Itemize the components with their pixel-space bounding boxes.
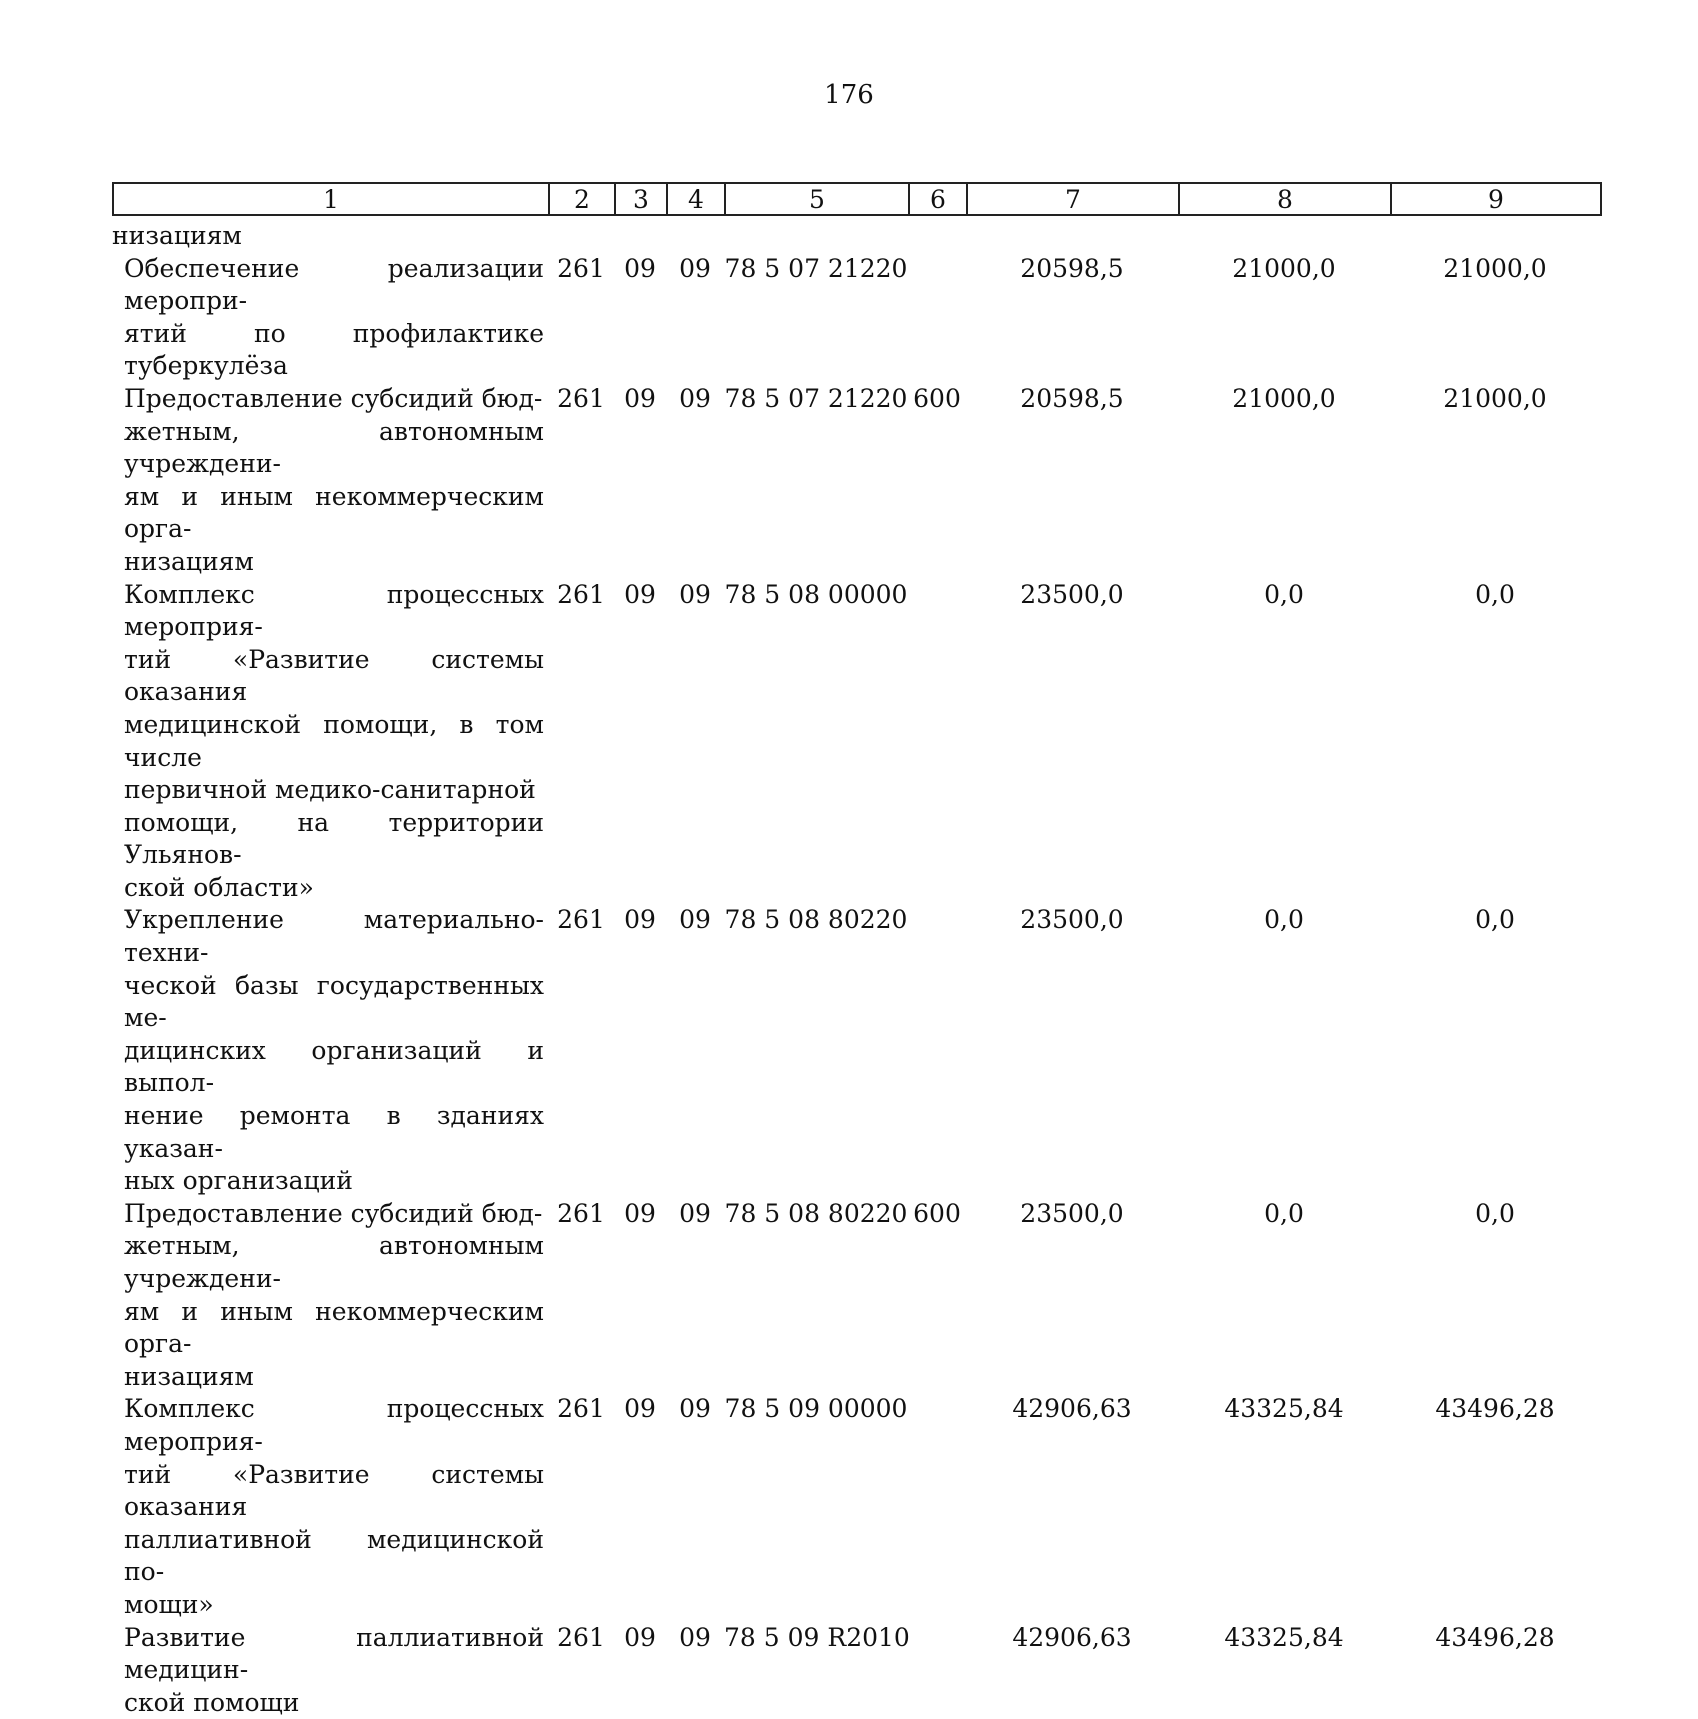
section-code-cell: 09 xyxy=(624,905,656,935)
column-header-5: 5 xyxy=(725,183,909,215)
section-code-cell: 09 xyxy=(624,253,656,283)
item-name-line: ных организаций xyxy=(124,1166,353,1196)
grbs-code-cell: 261 xyxy=(557,383,605,413)
item-name-line: Обеспечение реализации меропри- xyxy=(124,253,544,316)
table-row xyxy=(112,579,1600,905)
item-name-line: паллиативной медицинской по- xyxy=(124,1524,544,1587)
section-code-cell: 09 xyxy=(624,1622,656,1652)
table-row xyxy=(112,220,1600,253)
item-name-line: Развитие паллиативной медицин- xyxy=(124,1622,544,1685)
column-header-4: 4 xyxy=(667,183,725,215)
amount-year1-cell: 23500,0 xyxy=(1020,579,1124,609)
item-name-line: ятий по профилактике туберкулёза xyxy=(124,318,544,381)
item-name-line: жетным, автономным учреждени- xyxy=(124,1231,544,1293)
table-row xyxy=(112,253,1600,383)
item-name-line: тий «Развитие системы оказания xyxy=(124,644,544,707)
target-article-cell: 78 5 08 80220 xyxy=(724,905,908,935)
item-name-cell xyxy=(112,1393,548,1621)
column-header-9: 9 xyxy=(1391,183,1601,215)
expense-type-cell: 600 xyxy=(913,1198,961,1228)
item-name-cell xyxy=(112,383,548,579)
amount-year3-cell: 21000,0 xyxy=(1443,383,1547,413)
page-number: 176 xyxy=(824,80,874,110)
item-name-line: Комплекс процессных мероприя- xyxy=(124,579,544,642)
target-article-cell: 78 5 08 00000 xyxy=(724,579,908,609)
amount-year1-cell: 20598,5 xyxy=(1020,253,1124,283)
subsection-code-cell: 09 xyxy=(679,253,711,283)
amount-year1-cell: 42906,63 xyxy=(1012,1622,1132,1652)
amount-year3-cell: 21000,0 xyxy=(1443,253,1547,283)
item-name-line: Предоставление субсидий бюд- xyxy=(124,1198,543,1228)
subsection-code-cell: 09 xyxy=(679,1622,711,1652)
item-name-line: мощи» xyxy=(124,1589,214,1619)
column-header-table xyxy=(112,182,1602,216)
item-name-line: жетным, автономным учреждени- xyxy=(124,416,544,479)
column-header-8: 8 xyxy=(1179,183,1391,215)
item-name-line: Предоставление субсидий бюд- xyxy=(124,383,543,413)
amount-year3-cell: 43496,28 xyxy=(1435,1394,1555,1424)
grbs-code-cell: 261 xyxy=(557,1622,605,1652)
item-name-line: ческой базы государственных ме- xyxy=(124,970,544,1033)
item-name-cell xyxy=(112,253,548,383)
expense-type-cell: 600 xyxy=(913,383,961,413)
section-code-cell: 09 xyxy=(624,579,656,609)
table-row xyxy=(112,904,1600,1197)
item-name-line: дицинских организаций и выпол- xyxy=(124,1035,544,1098)
subsection-code-cell: 09 xyxy=(679,383,711,413)
amount-year2-cell: 21000,0 xyxy=(1232,253,1336,283)
column-header-2: 2 xyxy=(549,183,615,215)
amount-year1-cell: 23500,0 xyxy=(1020,1198,1124,1228)
target-article-cell: 78 5 09 R2010 xyxy=(724,1622,910,1652)
item-name-line: Комплекс процессных мероприя- xyxy=(124,1394,544,1456)
item-name-line: тий «Развитие системы оказания xyxy=(124,1459,544,1522)
target-article-cell: 78 5 07 21220 xyxy=(724,253,908,283)
grbs-code-cell: 261 xyxy=(557,1198,605,1228)
amount-year2-cell: 0,0 xyxy=(1264,1198,1304,1228)
grbs-code-cell: 261 xyxy=(557,253,605,283)
section-code-cell: 09 xyxy=(624,1198,656,1228)
item-name-line: низациям xyxy=(124,1361,254,1391)
target-article-cell: 78 5 07 21220 xyxy=(724,383,908,413)
table-row xyxy=(112,383,1600,579)
column-header-1: 1 xyxy=(113,183,549,215)
item-name-cell xyxy=(112,579,548,905)
subsection-code-cell: 09 xyxy=(679,905,711,935)
item-name-line: низациям xyxy=(124,546,254,576)
table-row xyxy=(112,1198,1600,1394)
amount-year2-cell: 0,0 xyxy=(1264,579,1304,609)
item-name-line: Укрепление материально-техни- xyxy=(124,905,544,968)
column-header-row xyxy=(113,183,1601,215)
section-code-cell: 09 xyxy=(624,383,656,413)
table-row xyxy=(112,1622,1600,1719)
item-name-line: ям и иным некоммерческим орга- xyxy=(124,481,544,544)
subsection-code-cell: 09 xyxy=(679,579,711,609)
item-name-cell xyxy=(112,220,548,253)
item-name-cell xyxy=(112,904,548,1197)
budget-table-body xyxy=(112,220,1600,1719)
grbs-code-cell: 261 xyxy=(557,905,605,935)
amount-year2-cell: 43325,84 xyxy=(1224,1394,1344,1424)
item-name-line: ской помощи xyxy=(124,1687,300,1717)
item-name-line: ской области» xyxy=(124,872,314,902)
item-name-line: медицинской помощи, в том числе xyxy=(124,709,544,772)
amount-year3-cell: 0,0 xyxy=(1475,905,1515,935)
item-name-line: помощи, на территории Ульянов- xyxy=(124,807,544,870)
subsection-code-cell: 09 xyxy=(679,1198,711,1228)
column-header-3: 3 xyxy=(615,183,667,215)
amount-year3-cell: 0,0 xyxy=(1475,579,1515,609)
amount-year3-cell: 0,0 xyxy=(1475,1198,1515,1228)
amount-year2-cell: 0,0 xyxy=(1264,905,1304,935)
subsection-code-cell: 09 xyxy=(679,1394,711,1424)
amount-year1-cell: 23500,0 xyxy=(1020,905,1124,935)
target-article-cell: 78 5 09 00000 xyxy=(724,1394,908,1424)
table-row xyxy=(112,1393,1600,1621)
item-name-line: ям и иным некоммерческим орга- xyxy=(124,1296,544,1359)
item-name-line: нение ремонта в зданиях указан- xyxy=(124,1101,544,1163)
column-header-7: 7 xyxy=(967,183,1179,215)
amount-year1-cell: 42906,63 xyxy=(1012,1394,1132,1424)
grbs-code-cell: 261 xyxy=(557,579,605,609)
grbs-code-cell: 261 xyxy=(557,1394,605,1424)
item-name-line: первичной медико-санитарной xyxy=(124,775,536,805)
item-name-line: низациям xyxy=(112,221,242,250)
item-name-cell xyxy=(112,1198,548,1394)
column-header-6: 6 xyxy=(909,183,967,215)
amount-year3-cell: 43496,28 xyxy=(1435,1622,1555,1652)
amount-year2-cell: 43325,84 xyxy=(1224,1622,1344,1652)
amount-year2-cell: 21000,0 xyxy=(1232,383,1336,413)
target-article-cell: 78 5 08 80220 xyxy=(724,1198,908,1228)
amount-year1-cell: 20598,5 xyxy=(1020,383,1124,413)
item-name-cell xyxy=(112,1622,548,1719)
section-code-cell: 09 xyxy=(624,1394,656,1424)
